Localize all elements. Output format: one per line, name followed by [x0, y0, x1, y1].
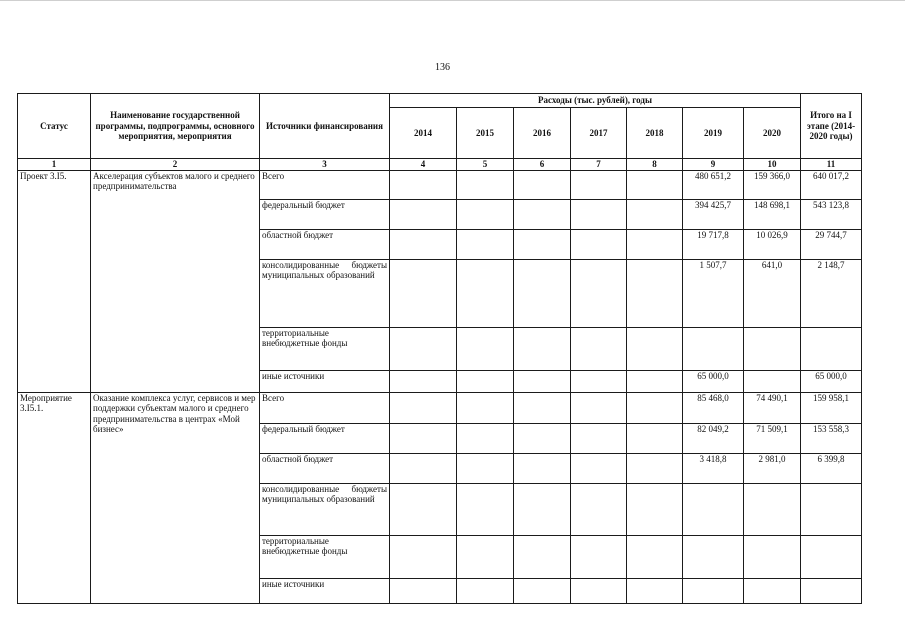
value-cell: 82 049,2 — [683, 424, 744, 454]
value-cell — [390, 424, 457, 454]
page-top-border — [0, 0, 905, 1]
source-cell: областной бюджет — [260, 454, 390, 484]
column-number: 10 — [744, 159, 801, 171]
value-cell — [627, 579, 683, 604]
header-year: 2016 — [514, 108, 571, 159]
value-cell — [390, 200, 457, 230]
value-cell — [457, 260, 514, 328]
value-cell — [457, 484, 514, 536]
header-name: Наименование государственной программы, подпрограммы, основного мероприятия, мероприятия — [91, 94, 260, 159]
table-row — [18, 393, 862, 424]
source-cell: иные источники — [260, 371, 390, 393]
value-cell — [571, 484, 627, 536]
source-cell: Всего — [260, 393, 390, 424]
header-year: 2019 — [683, 108, 744, 159]
value-cell — [390, 371, 457, 393]
header-total: Итого на I этапе (2014-2020 годы) — [801, 94, 862, 159]
header-year: 2014 — [390, 108, 457, 159]
value-cell — [571, 454, 627, 484]
value-cell — [744, 371, 801, 393]
value-cell: 65 000,0 — [683, 371, 744, 393]
total-cell — [801, 536, 862, 579]
value-cell: 148 698,1 — [744, 200, 801, 230]
value-cell — [571, 230, 627, 260]
page-number: 136 — [435, 62, 450, 73]
value-cell: 10 026,9 — [744, 230, 801, 260]
header-status: Статус — [18, 94, 91, 159]
value-cell — [457, 579, 514, 604]
value-cell: 1 507,7 — [683, 260, 744, 328]
value-cell — [390, 171, 457, 200]
total-cell — [801, 328, 862, 371]
value-cell — [457, 230, 514, 260]
table-body — [18, 171, 862, 604]
header-year: 2020 — [744, 108, 801, 159]
value-cell — [571, 328, 627, 371]
value-cell — [627, 536, 683, 579]
column-number: 7 — [571, 159, 627, 171]
value-cell — [514, 230, 571, 260]
value-cell — [683, 328, 744, 371]
value-cell: 71 509,1 — [744, 424, 801, 454]
value-cell: 74 490,1 — [744, 393, 801, 424]
value-cell — [457, 328, 514, 371]
total-cell: 153 558,3 — [801, 424, 862, 454]
value-cell — [514, 371, 571, 393]
value-cell — [571, 260, 627, 328]
value-cell — [390, 454, 457, 484]
name-cell: Оказание комплекса услуг, сервисов и мер поддержки субъектам малого и среднего предпринимательства в центрах «Мой бизнес» — [91, 393, 260, 604]
total-cell — [801, 579, 862, 604]
value-cell — [627, 200, 683, 230]
total-cell: 65 000,0 — [801, 371, 862, 393]
source-cell: территориальные внебюджетные фонды — [260, 328, 390, 371]
value-cell — [627, 371, 683, 393]
source-cell: иные источники — [260, 579, 390, 604]
value-cell — [457, 424, 514, 454]
value-cell — [683, 484, 744, 536]
value-cell — [457, 371, 514, 393]
value-cell — [390, 328, 457, 371]
column-number: 11 — [801, 159, 862, 171]
value-cell — [744, 484, 801, 536]
column-number: 5 — [457, 159, 514, 171]
value-cell — [744, 579, 801, 604]
value-cell — [571, 536, 627, 579]
value-cell — [514, 260, 571, 328]
name-cell: Акселерация субъектов малого и среднего предпринимательства — [91, 171, 260, 393]
column-number: 9 — [683, 159, 744, 171]
value-cell — [627, 424, 683, 454]
value-cell — [514, 328, 571, 371]
column-number: 2 — [91, 159, 260, 171]
value-cell — [571, 171, 627, 200]
source-cell: Всего — [260, 171, 390, 200]
value-cell — [627, 393, 683, 424]
source-cell: федеральный бюджет — [260, 200, 390, 230]
value-cell: 3 418,8 — [683, 454, 744, 484]
table-header — [18, 94, 862, 171]
value-cell — [457, 454, 514, 484]
value-cell — [571, 200, 627, 230]
value-cell — [627, 260, 683, 328]
value-cell — [744, 328, 801, 371]
header-expenses: Расходы (тыс. рублей), годы — [390, 94, 801, 108]
total-cell: 6 399,8 — [801, 454, 862, 484]
total-cell: 543 123,8 — [801, 200, 862, 230]
status-cell: Проект 3.I5. — [18, 171, 91, 393]
total-cell: 2 148,7 — [801, 260, 862, 328]
budget-table — [17, 93, 862, 604]
value-cell — [571, 579, 627, 604]
header-year: 2018 — [627, 108, 683, 159]
total-cell: 29 744,7 — [801, 230, 862, 260]
value-cell: 641,0 — [744, 260, 801, 328]
column-number: 3 — [260, 159, 390, 171]
value-cell — [571, 393, 627, 424]
value-cell — [627, 454, 683, 484]
value-cell — [457, 171, 514, 200]
column-number: 6 — [514, 159, 571, 171]
column-number: 8 — [627, 159, 683, 171]
value-cell — [457, 393, 514, 424]
value-cell — [683, 579, 744, 604]
value-cell — [627, 484, 683, 536]
value-cell: 2 981,0 — [744, 454, 801, 484]
value-cell — [514, 484, 571, 536]
value-cell: 394 425,7 — [683, 200, 744, 230]
value-cell — [514, 171, 571, 200]
value-cell — [514, 536, 571, 579]
table-row — [18, 171, 862, 200]
header-sources: Источники финансирования — [260, 94, 390, 159]
source-cell: консолидированные бюджеты муниципальных образований — [260, 260, 390, 328]
source-cell: федеральный бюджет — [260, 424, 390, 454]
value-cell — [390, 579, 457, 604]
value-cell — [514, 200, 571, 230]
value-cell: 19 717,8 — [683, 230, 744, 260]
value-cell — [390, 536, 457, 579]
value-cell — [683, 536, 744, 579]
value-cell — [744, 536, 801, 579]
value-cell — [390, 484, 457, 536]
source-cell: территориальные внебюджетные фонды — [260, 536, 390, 579]
value-cell — [390, 230, 457, 260]
value-cell — [390, 393, 457, 424]
value-cell: 85 468,0 — [683, 393, 744, 424]
status-cell: Мероприятие 3.I5.1. — [18, 393, 91, 604]
total-cell: 640 017,2 — [801, 171, 862, 200]
column-number: 1 — [18, 159, 91, 171]
header-year: 2015 — [457, 108, 514, 159]
source-cell: консолидированные бюджеты муниципальных образований — [260, 484, 390, 536]
column-number: 4 — [390, 159, 457, 171]
value-cell — [514, 454, 571, 484]
value-cell — [457, 536, 514, 579]
value-cell — [514, 393, 571, 424]
value-cell — [627, 328, 683, 371]
source-cell: областной бюджет — [260, 230, 390, 260]
value-cell — [514, 424, 571, 454]
value-cell — [571, 371, 627, 393]
value-cell — [457, 200, 514, 230]
value-cell — [627, 230, 683, 260]
value-cell — [627, 171, 683, 200]
value-cell — [390, 260, 457, 328]
total-cell: 159 958,1 — [801, 393, 862, 424]
total-cell — [801, 484, 862, 536]
header-year: 2017 — [571, 108, 627, 159]
value-cell — [514, 579, 571, 604]
value-cell — [571, 424, 627, 454]
value-cell: 480 651,2 — [683, 171, 744, 200]
value-cell: 159 366,0 — [744, 171, 801, 200]
